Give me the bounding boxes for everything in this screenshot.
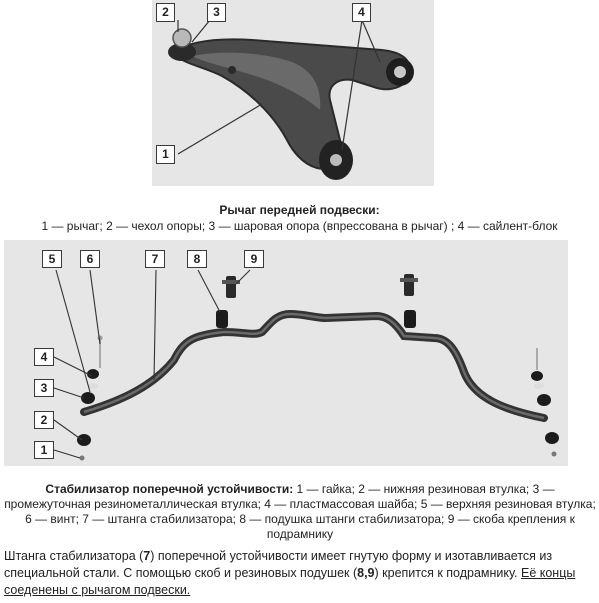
suspension-arm-image: [152, 0, 434, 186]
figure1-caption-body: 1 — рычаг; 2 — чехол опоры; 3 — шаровая опора (впрессована в рычаг) ; 4 — сайлент-блок: [41, 219, 558, 233]
callout-9: 9: [244, 250, 264, 268]
stabilizer-image: [4, 240, 568, 466]
paragraph-bold2: 8,9: [357, 566, 375, 580]
callout-8: 8: [187, 250, 207, 268]
figure2-caption-title: Стабилизатор поперечной устойчивости:: [45, 482, 294, 496]
suspension-arm-drawing: [152, 0, 434, 186]
callout-1: 1: [156, 145, 175, 164]
paragraph-part1: Штанга стабилизатора (: [4, 549, 144, 563]
figure2-caption-body: 1 — гайка; 2 — нижняя резиновая втулка; 3 — промежуточная резинометаллическая втулка; 4 — пластмассовая шайба; 5 — верхняя резиновая втулка; 6 — винт; 7 — штанга стабилизатора; 8 — подушка штанги стабилизатора; 9 — скоба крепления к подрамнику: [4, 482, 596, 541]
callout-3b: 3: [34, 379, 54, 397]
paragraph-bold1: 7: [143, 549, 151, 563]
callout-4: 4: [352, 3, 371, 22]
callout-6: 6: [80, 250, 100, 268]
callout-7: 7: [145, 250, 165, 268]
callout-4b: 4: [34, 348, 54, 366]
callout-1b: 1: [34, 441, 54, 459]
callout-5: 5: [42, 250, 62, 268]
callout-2b: 2: [34, 411, 54, 429]
paragraph-link[interactable]: Её концы соеденены с рычагом подвески.: [4, 566, 576, 597]
callout-3: 3: [207, 3, 226, 22]
paragraph-part2: ) поперечной устойчивости имеет гнутую форму и изотавливается из специальной стали. С помощью скоб и резиновых подушек (: [4, 549, 553, 580]
figure2-caption: [4, 482, 596, 542]
callout-2: 2: [156, 3, 175, 22]
paragraph-part3: ) крепится к подрамнику.: [374, 566, 521, 580]
description-paragraph: [4, 548, 596, 599]
figure1-caption-title: Рычаг передней подвески:: [219, 203, 380, 217]
stabilizer-drawing: [4, 240, 568, 466]
